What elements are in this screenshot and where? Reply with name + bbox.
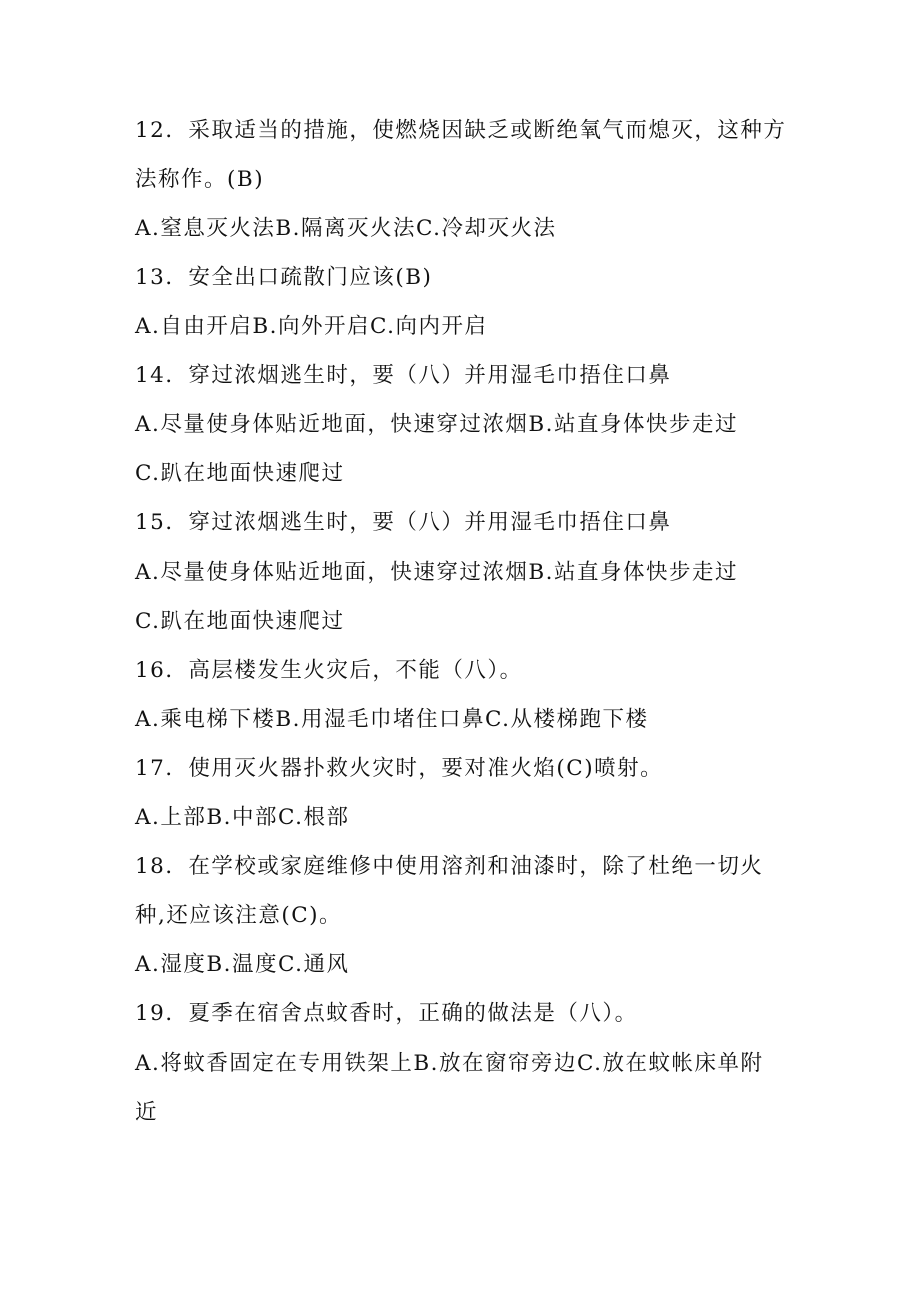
- question-12-options: A.窒息灭火法B.隔离灭火法C.冷却灭火法: [135, 216, 557, 241]
- question-18-line-2: 种,还应该注意(C)。: [135, 903, 343, 928]
- question-12-line-2: 法称作。(B): [135, 167, 265, 192]
- question-15-line: 15．穿过浓烟逃生时，要（八）并用湿毛巾捂住口鼻: [135, 510, 672, 535]
- question-14-options-line-1: A.尽量使身体贴近地面，快速穿过浓烟B.站直身体快步走过: [135, 412, 738, 437]
- question-12-line-1: 12．采取适当的措施，使燃烧因缺乏或断绝氧气而熄灭，这种方: [135, 118, 787, 143]
- question-18-line-1: 18．在学校或家庭维修中使用溶剂和油漆时，除了杜绝一切火: [135, 854, 764, 879]
- question-19-options-line-1: A.将蚊香固定在专用铁架上B.放在窗帘旁边C.放在蚊帐床单附: [135, 1051, 764, 1076]
- question-16-options: A.乘电梯下楼B.用湿毛巾堵住口鼻C.从楼梯跑下楼: [135, 707, 649, 732]
- question-13-options: A.自由开启B.向外开启C.向内开启: [135, 314, 488, 339]
- question-14-line: 14．穿过浓烟逃生时，要（八）并用湿毛巾捂住口鼻: [135, 363, 672, 388]
- question-17-options: A.上部B.中部C.根部: [135, 805, 350, 830]
- question-14-options-line-2: C.趴在地面快速爬过: [135, 461, 345, 486]
- question-13-line: 13．安全出口疏散门应该(B): [135, 265, 433, 290]
- question-16-line: 16．高层楼发生火灾后，不能（八）。: [135, 658, 523, 683]
- question-19-line: 19．夏季在宿舍点蚊香时，正确的做法是（八）。: [135, 1001, 638, 1026]
- question-17-line: 17．使用灭火器扑救火灾时，要对准火焰(C)喷射。: [135, 756, 664, 781]
- question-18-options: A.湿度B.温度C.通风: [135, 952, 350, 977]
- question-19-options-line-2: 近: [135, 1100, 159, 1125]
- question-15-options-line-2: C.趴在地面快速爬过: [135, 609, 345, 634]
- question-15-options-line-1: A.尽量使身体贴近地面，快速穿过浓烟B.站直身体快步走过: [135, 560, 738, 585]
